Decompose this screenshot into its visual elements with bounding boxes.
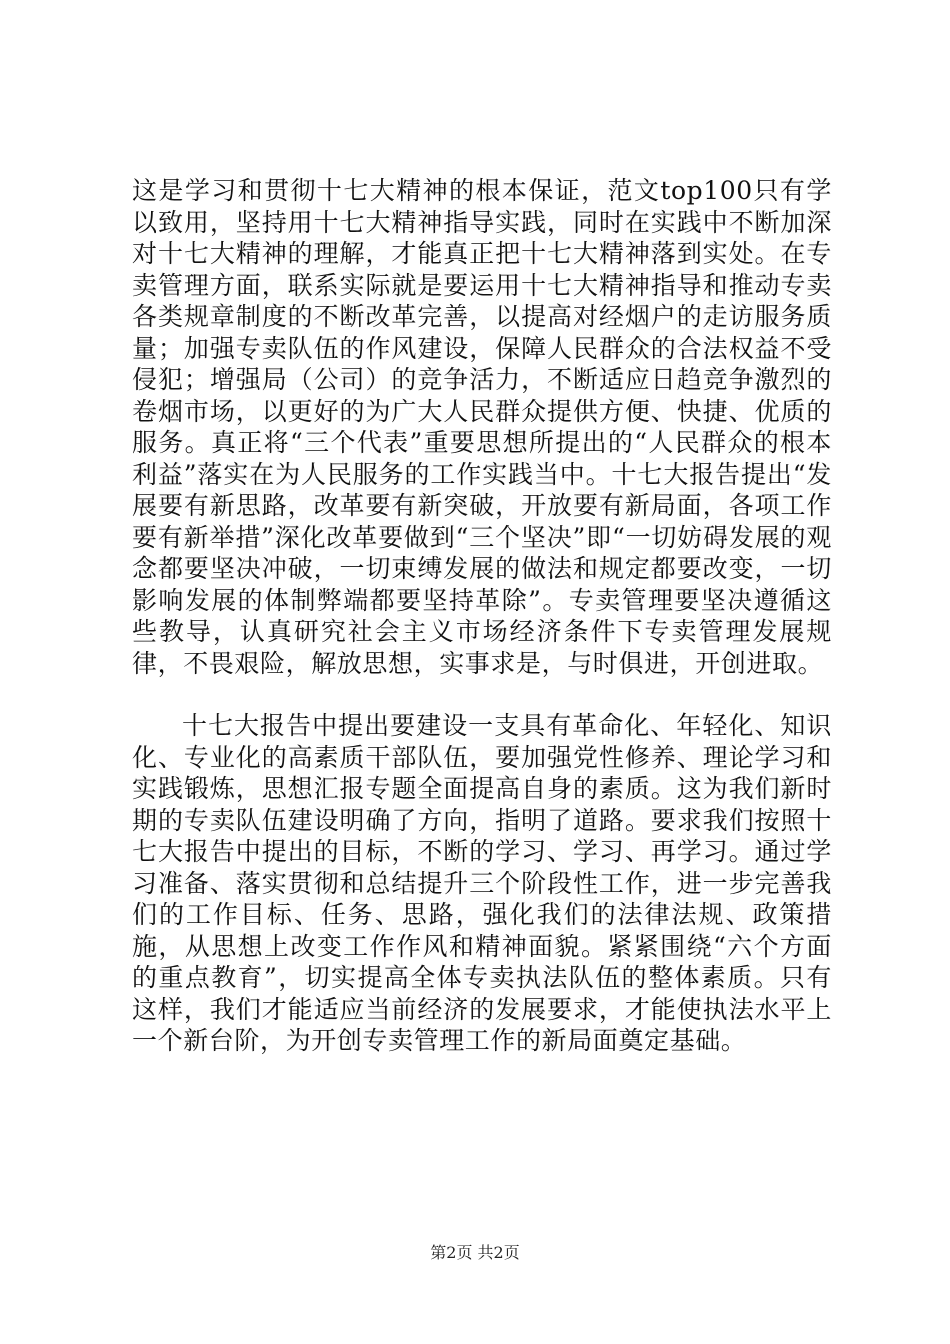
page-footer: 第2页 共2页: [430, 1243, 520, 1262]
paragraph-2: 十七大报告中提出要建设一支具有革命化、年轻化、知识化、专业化的高素质干部队伍，要加强党性修养、理论学习和实践锻炼，思想汇报专题全面提高自身的素质。这为我们新时期的专卖队伍建设明确了方向，指明了道路。要求我们按照十七大报告中提出的目标，不断的学习、学习、再学习。通过学习准备、落实贯彻和总结提升三个阶段性工作，进一步完善我们的工作目标、任务、思路，强化我们的法律法规、政策措施，从思想上改变工作作风和精神面貌。紧紧围绕“六个方面的重点教育”，切实提高全体专卖执法队伍的整体素质。只有这样，我们才能适应当前经济的发展要求，才能使执法水平上一个新台阶，为开创专卖管理工作的新局面奠定基础。: [132, 711, 832, 1055]
paragraph-1: 这是学习和贯彻十七大精神的根本保证，范文top100只有学以致用，坚持用十七大精神指导实践，同时在实践中不断加深对十七大精神的理解，才能真正把十七大精神落到实处。在专卖管理方面，联系实际就是要运用十七大精神指导和推动专卖各类规章制度的不断改革完善，以提高对经烟户的走访服务质量；加强专卖队伍的作风建设，保障人民群众的合法权益不受侵犯；增强局（公司）的竞争活力，不断适应日趋竞争激烈的卷烟市场，以更好的为广大人民群众提供方便、快捷、优质的服务。真正将“三个代表”重要思想所提出的“人民群众的根本利益”落实在为人民服务的工作实践当中。十七大报告提出“发展要有新思路，改革要有新突破，开放要有新局面，各项工作要有新举措”深化改革要做到“三个坚决”即“一切妨碍发展的观念都要坚决冲破，一切束缚发展的做法和规定都要改变，一切影响发展的体制弊端都要坚持革除”。专卖管理要坚决遵循这些教导，认真研究社会主义市场经济条件下专卖管理发展规律，不畏艰险，解放思想，实事求是，与时俱进，开创进取。: [132, 176, 832, 678]
document-body: [132, 175, 832, 1057]
paragraph-spacer: [132, 679, 832, 710]
